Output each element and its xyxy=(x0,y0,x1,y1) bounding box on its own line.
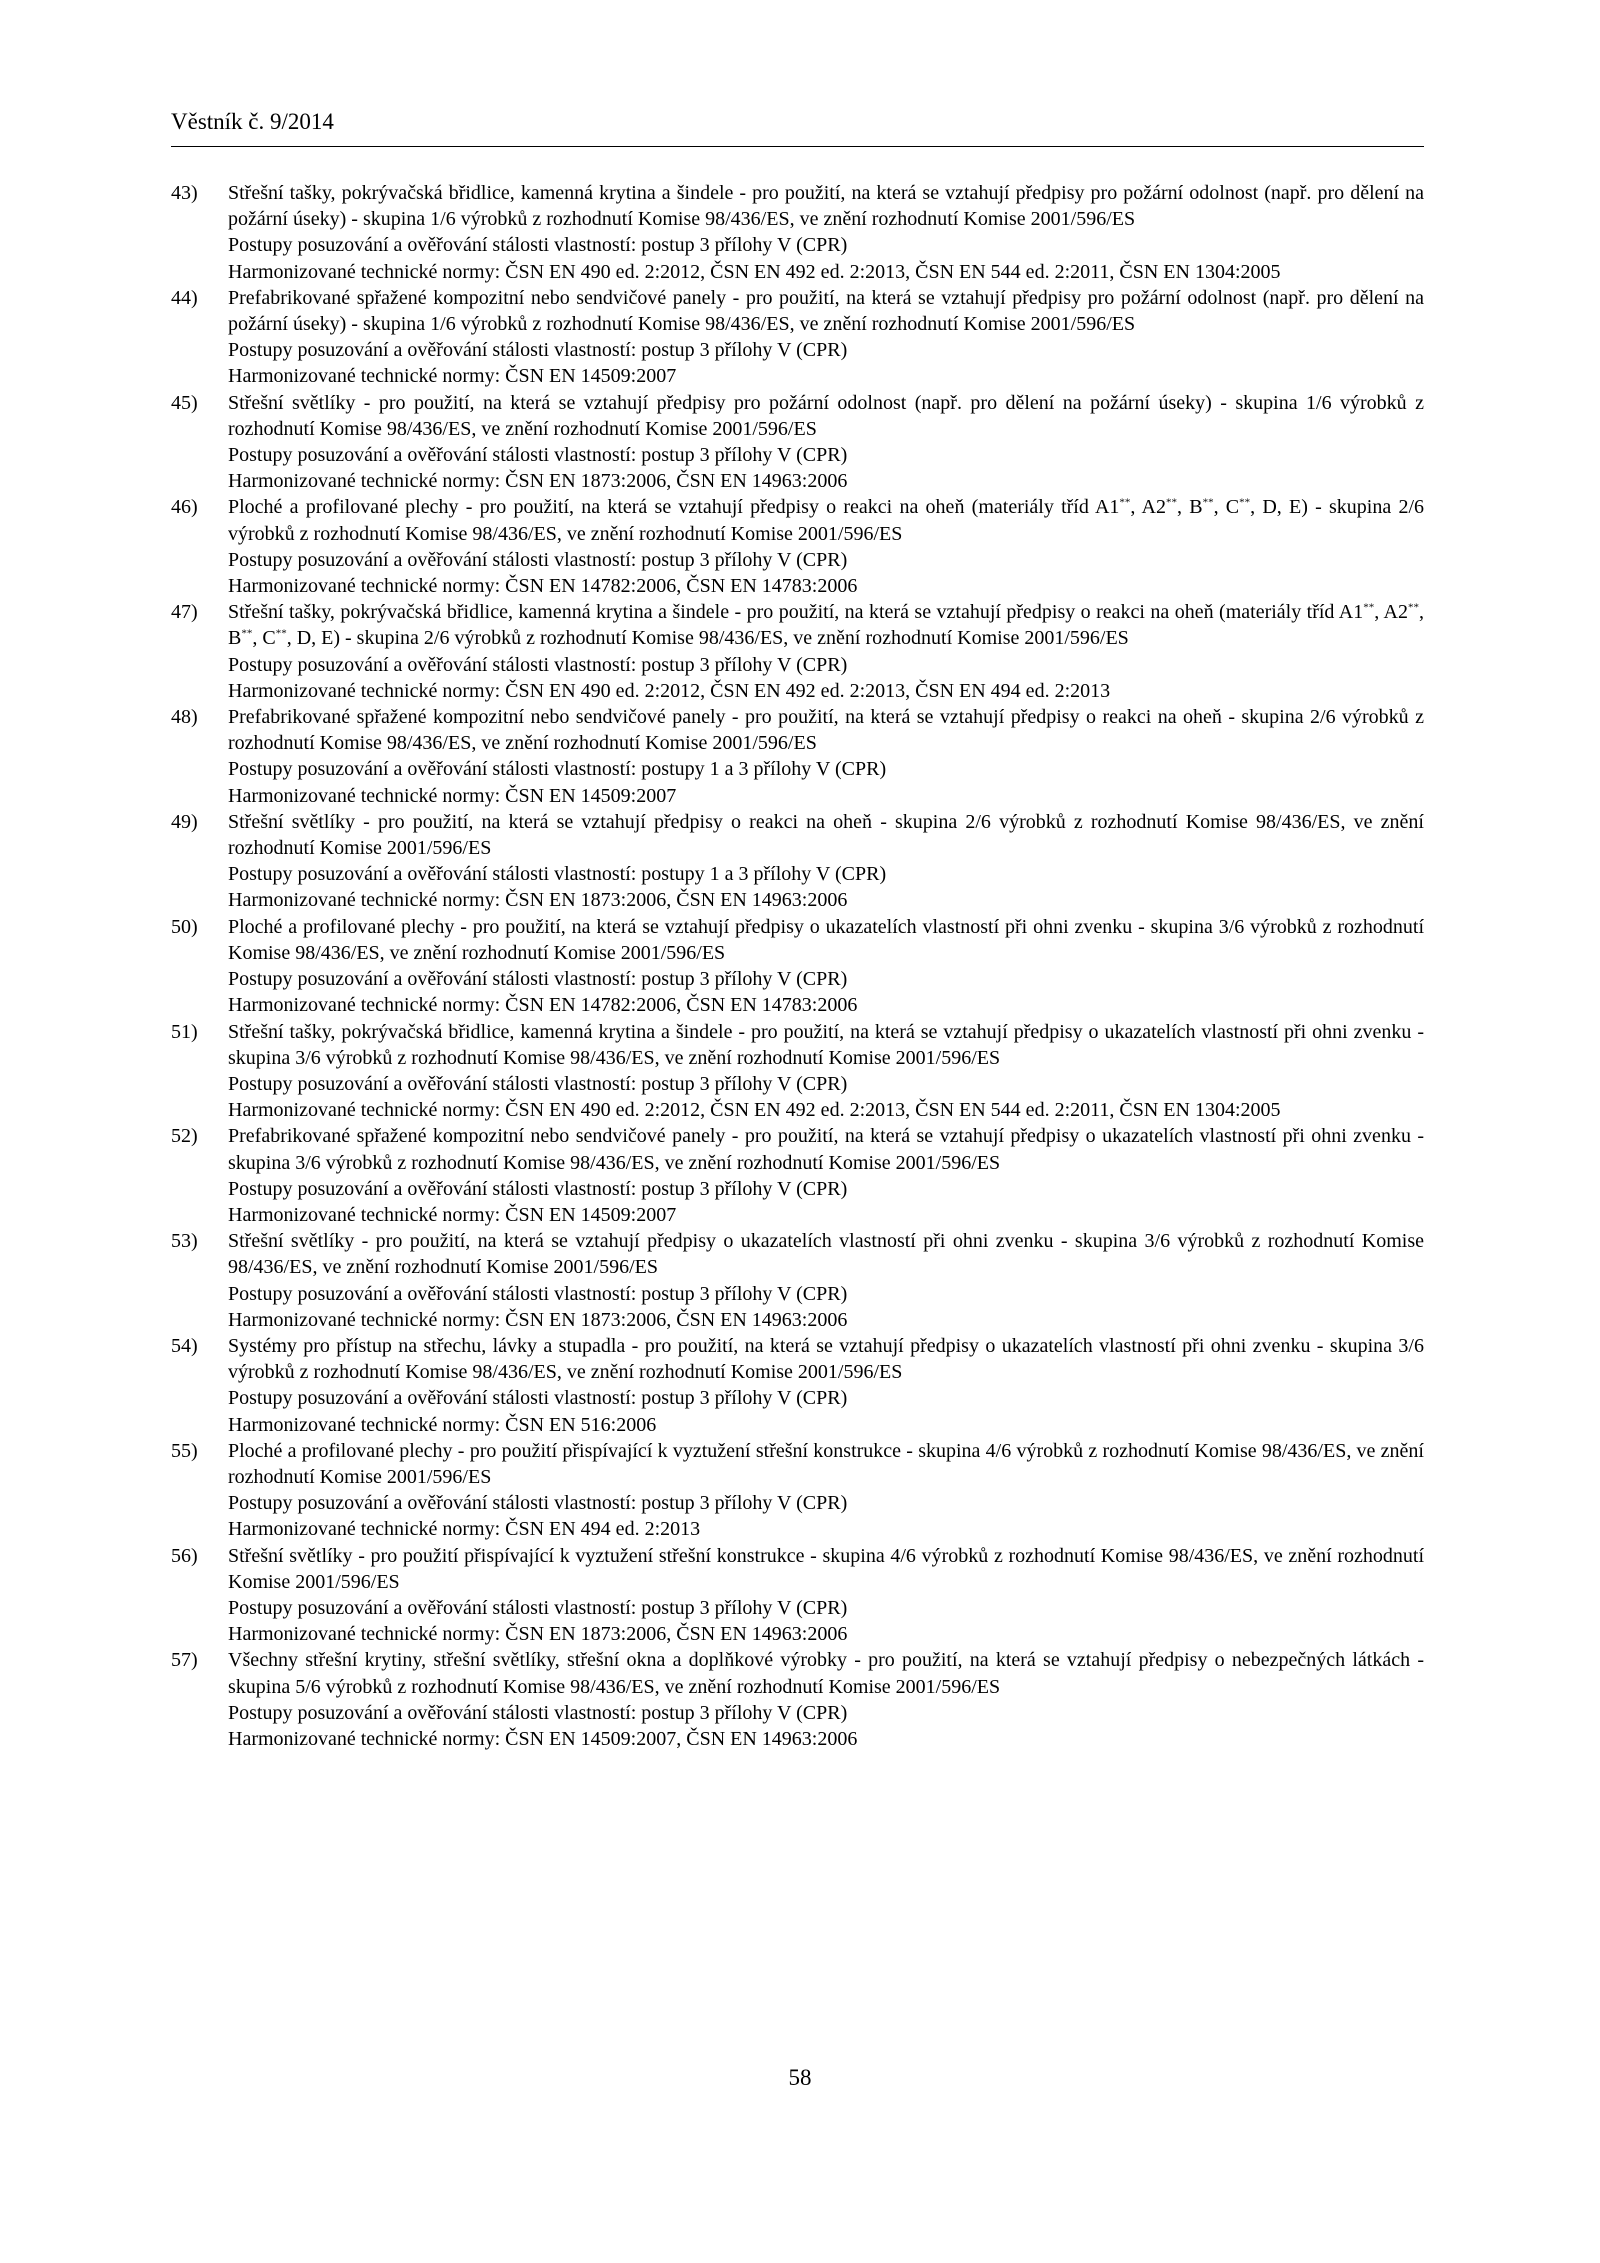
item-number: 49) xyxy=(171,810,198,833)
item-number: 52) xyxy=(171,1125,198,1148)
list-item xyxy=(171,1543,1424,1648)
list-item xyxy=(171,1228,1424,1333)
item-procedure: Postupy posuzování a ověřování stálosti vlastností: postup 3 přílohy V (CPR) xyxy=(228,1072,848,1095)
list-item xyxy=(171,390,1424,495)
item-procedure: Postupy posuzování a ověřování stálosti vlastností: postup 3 přílohy V (CPR) xyxy=(228,444,848,467)
item-number: 44) xyxy=(171,286,198,309)
item-procedure: Postupy posuzování a ověřování stálosti vlastností: postup 3 přílohy V (CPR) xyxy=(228,968,848,991)
item-procedure: Postupy posuzování a ověřování stálosti vlastností: postup 3 přílohy V (CPR) xyxy=(228,339,848,362)
item-number: 45) xyxy=(171,391,198,414)
item-number: 48) xyxy=(171,706,198,729)
item-procedure: Postupy posuzování a ověřování stálosti vlastností: postup 3 přílohy V (CPR) xyxy=(228,234,848,257)
item-description: Střešní tašky, pokrývačská břidlice, kamenná krytina a šindele - pro použití, na která se vztahují předpisy o ukazatelích vlastností při ohni zvenku - skupina 3/6 výrobků z rozhodnutí Komise 98/436/ES, ve znění rozhodnutí Komise 2001/596/ES xyxy=(228,1020,1424,1069)
item-description: Ploché a profilované plechy - pro použití, na která se vztahují předpisy o reakci na oheň (materiály tříd A1**, A2**, B**, C**, D, E) - skupina 2/6 výrobků z rozhodnutí Komise 98/436/ES, ve znění rozhodnutí Komise 2001/596/ES xyxy=(228,496,1425,545)
item-standards: Harmonizované technické normy: ČSN EN 494 ed. 2:2013 xyxy=(228,1518,701,1541)
item-description: Střešní světlíky - pro použití, na která se vztahují předpisy o reakci na oheň - skupina 2/6 výrobků z rozhodnutí Komise 98/436/ES, ve znění rozhodnutí Komise 2001/596/ES xyxy=(228,810,1424,860)
item-number: 51) xyxy=(171,1020,198,1043)
item-description: Střešní světlíky - pro použití, na která se vztahují předpisy o ukazatelích vlastností při ohni zvenku - skupina 3/6 výrobků z rozhodnutí Komise 98/436/ES, ve znění rozhodnutí Komise 2001/596/ES xyxy=(228,1230,1424,1279)
list-item xyxy=(171,1438,1424,1543)
item-standards: Harmonizované technické normy: ČSN EN 490 ed. 2:2012, ČSN EN 492 ed. 2:2013, ČSN EN 544 ed. 2:2011, ČSN EN 1304:2005 xyxy=(228,1099,1281,1122)
item-description: Střešní tašky, pokrývačská břidlice, kamenná krytina a šindele - pro použití, na která se vztahují předpisy o reakci na oheň (materiály tříd A1**, A2**, B**, C**, D, E) - skupina 2/6 výrobků z rozhodnutí Komise 98/436/ES, ve znění rozhodnutí Komise 2001/596/ES xyxy=(228,601,1424,650)
item-number: 56) xyxy=(171,1544,198,1567)
item-description: Prefabrikované spřažené kompozitní nebo sendvičové panely - pro použití, na která se vztahují předpisy o reakci na oheň - skupina 2/6 výrobků z rozhodnutí Komise 98/436/ES, ve znění rozhodnutí Komise 2001/596/ES xyxy=(228,706,1424,755)
list-item xyxy=(171,914,1424,1019)
item-description: Prefabrikované spřažené kompozitní nebo sendvičové panely - pro použití, na která se vztahují předpisy pro požární odolnost (např. pro dělení na požární úseky) - skupina 1/6 výrobků z rozhodnutí Komise 98/436/ES, ve znění rozhodnutí Komise 2001/596/ES xyxy=(228,286,1424,336)
list-item xyxy=(171,1123,1424,1228)
item-procedure: Postupy posuzování a ověřování stálosti vlastností: postup 3 přílohy V (CPR) xyxy=(228,1596,848,1619)
item-standards: Harmonizované technické normy: ČSN EN 516:2006 xyxy=(228,1413,657,1436)
item-procedure: Postupy posuzování a ověřování stálosti vlastností: postup 3 přílohy V (CPR) xyxy=(228,1282,848,1305)
item-procedure: Postupy posuzování a ověřování stálosti vlastností: postup 3 přílohy V (CPR) xyxy=(228,1492,848,1515)
item-standards: Harmonizované technické normy: ČSN EN 1873:2006, ČSN EN 14963:2006 xyxy=(228,1623,848,1646)
item-description: Systémy pro přístup na střechu, lávky a stupadla - pro použití, na která se vztahují předpisy o ukazatelích vlastností při ohni zvenku - skupina 3/6 výrobků z rozhodnutí Komise 98/436/ES, ve znění rozhodnutí Komise 2001/596/ES xyxy=(228,1334,1424,1384)
item-number: 47) xyxy=(171,601,198,624)
item-description: Střešní tašky, pokrývačská břidlice, kamenná krytina a šindele - pro použití, na která se vztahují předpisy pro požární odolnost (např. pro dělení na požární úseky) - skupina 1/6 výrobků z rozhodnutí Komise 98/436/ES, ve znění rozhodnutí Komise 2001/596/ES xyxy=(228,182,1424,231)
page-number: 58 xyxy=(788,2065,812,2090)
item-number: 55) xyxy=(171,1439,198,1462)
list-item xyxy=(171,599,1424,704)
item-description: Ploché a profilované plechy - pro použití, na která se vztahují předpisy o ukazatelích vlastností při ohni zvenku - skupina 3/6 výrobků z rozhodnutí Komise 98/436/ES, ve znění rozhodnutí Komise 2001/596/ES xyxy=(228,915,1424,964)
item-standards: Harmonizované technické normy: ČSN EN 1873:2006, ČSN EN 14963:2006 xyxy=(228,889,848,912)
list-item xyxy=(171,180,1424,285)
item-standards: Harmonizované technické normy: ČSN EN 14782:2006, ČSN EN 14783:2006 xyxy=(228,994,858,1017)
item-description: Ploché a profilované plechy - pro použití přispívající k vyztužení střešní konstrukce - skupina 4/6 výrobků z rozhodnutí Komise 98/436/ES, ve znění rozhodnutí Komise 2001/596/ES xyxy=(228,1439,1424,1488)
item-number: 57) xyxy=(171,1649,198,1672)
item-standards: Harmonizované technické normy: ČSN EN 14509:2007 xyxy=(228,784,677,807)
list-item xyxy=(171,285,1424,390)
item-standards: Harmonizované technické normy: ČSN EN 14782:2006, ČSN EN 14783:2006 xyxy=(228,575,858,598)
list-item xyxy=(171,704,1424,809)
item-standards: Harmonizované technické normy: ČSN EN 14509:2007, ČSN EN 14963:2006 xyxy=(228,1727,858,1750)
item-number: 54) xyxy=(171,1334,198,1357)
item-description: Střešní světlíky - pro použití, na která se vztahují předpisy pro požární odolnost (např. pro dělení na požární úseky) - skupina 1/6 výrobků z rozhodnutí Komise 98/436/ES, ve znění rozhodnutí Komise 2001/596/ES xyxy=(228,391,1424,440)
item-procedure: Postupy posuzování a ověřování stálosti vlastností: postup 3 přílohy V (CPR) xyxy=(228,548,848,571)
list-item xyxy=(171,1333,1424,1438)
item-standards: Harmonizované technické normy: ČSN EN 14509:2007 xyxy=(228,365,677,388)
item-standards: Harmonizované technické normy: ČSN EN 490 ed. 2:2012, ČSN EN 492 ed. 2:2013, ČSN EN 494 ed. 2:2013 xyxy=(228,679,1111,702)
item-standards: Harmonizované technické normy: ČSN EN 490 ed. 2:2012, ČSN EN 492 ed. 2:2013, ČSN EN 544 ed. 2:2011, ČSN EN 1304:2005 xyxy=(228,260,1281,283)
item-standards: Harmonizované technické normy: ČSN EN 1873:2006, ČSN EN 14963:2006 xyxy=(228,1308,848,1331)
item-description: Prefabrikované spřažené kompozitní nebo sendvičové panely - pro použití, na která se vztahují předpisy o ukazatelích vlastností při ohni zvenku - skupina 3/6 výrobků z rozhodnutí Komise 98/436/ES, ve znění rozhodnutí Komise 2001/596/ES xyxy=(228,1125,1424,1174)
item-procedure: Postupy posuzování a ověřování stálosti vlastností: postupy 1 a 3 přílohy V (CPR) xyxy=(228,863,887,886)
item-procedure: Postupy posuzování a ověřování stálosti vlastností: postup 3 přílohy V (CPR) xyxy=(228,1177,848,1200)
item-number: 46) xyxy=(171,496,198,519)
item-procedure: Postupy posuzování a ověřování stálosti vlastností: postupy 1 a 3 přílohy V (CPR) xyxy=(228,758,887,781)
header-rule xyxy=(171,146,1424,147)
page-header: Věstník č. 9/2014 xyxy=(171,109,334,134)
item-number: 53) xyxy=(171,1230,198,1253)
item-list xyxy=(171,180,1424,1752)
list-item xyxy=(171,809,1424,914)
item-number: 43) xyxy=(171,182,198,204)
list-item xyxy=(171,1019,1424,1124)
item-description: Všechny střešní krytiny, střešní světlíky, střešní okna a doplňkové výrobky - pro použití, na která se vztahují předpisy o nebezpečných látkách - skupina 5/6 výrobků z rozhodnutí Komise 98/436/ES, ve znění rozhodnutí Komise 2001/596/ES xyxy=(228,1649,1424,1698)
item-standards: Harmonizované technické normy: ČSN EN 14509:2007 xyxy=(228,1203,677,1226)
item-standards: Harmonizované technické normy: ČSN EN 1873:2006, ČSN EN 14963:2006 xyxy=(228,470,848,493)
item-procedure: Postupy posuzování a ověřování stálosti vlastností: postup 3 přílohy V (CPR) xyxy=(228,653,848,676)
item-description: Střešní světlíky - pro použití přispívající k vyztužení střešní konstrukce - skupina 4/6 výrobků z rozhodnutí Komise 98/436/ES, ve znění rozhodnutí Komise 2001/596/ES xyxy=(228,1544,1424,1593)
item-number: 50) xyxy=(171,915,198,938)
item-procedure: Postupy posuzování a ověřování stálosti vlastností: postup 3 přílohy V (CPR) xyxy=(228,1387,848,1410)
item-procedure: Postupy posuzování a ověřování stálosti vlastností: postup 3 přílohy V (CPR) xyxy=(228,1701,848,1724)
list-item xyxy=(171,1647,1424,1752)
list-item xyxy=(171,494,1424,599)
